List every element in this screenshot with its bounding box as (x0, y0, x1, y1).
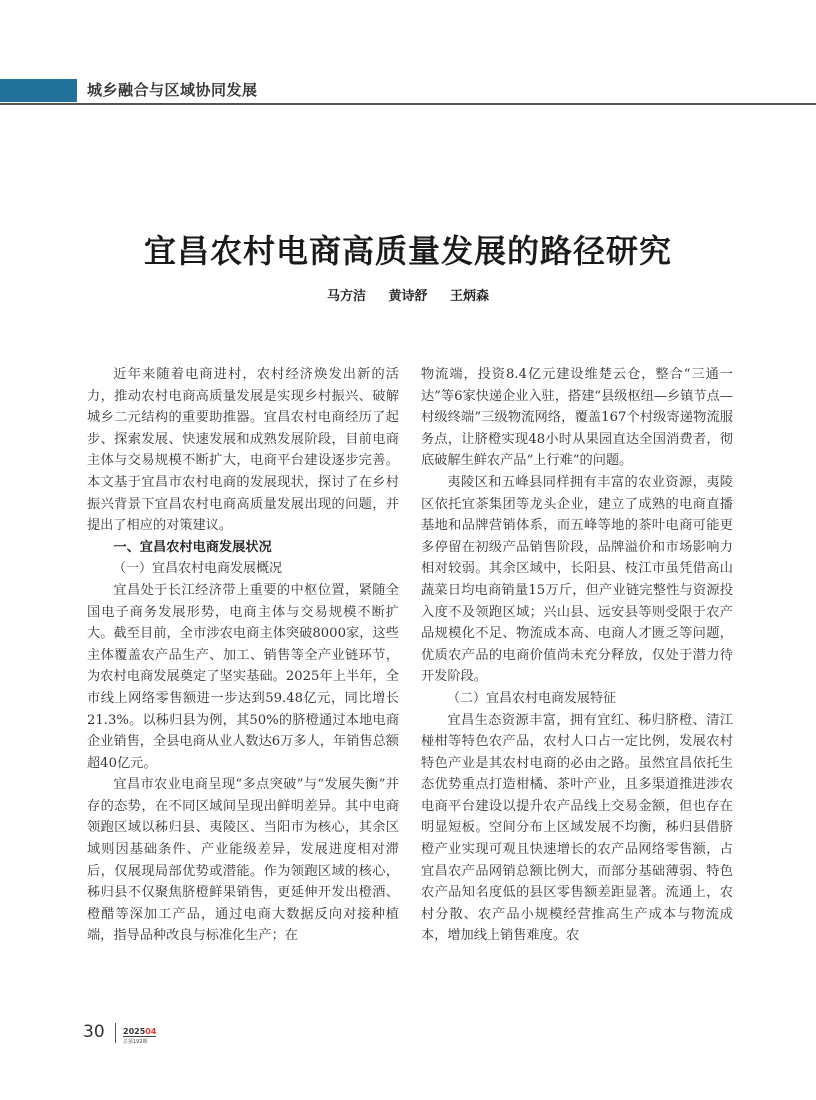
issue-label (123, 1025, 156, 1046)
page-number: 30 (83, 1022, 105, 1042)
section-color-bar (0, 79, 77, 102)
issue-number: 04 (145, 1027, 157, 1036)
section-title: 城乡融合与区域协同发展 (87, 81, 258, 99)
author: 黄诗舒 (388, 289, 428, 304)
subsection-heading: （一）宜昌农村电商发展概况 (113, 561, 283, 577)
left-column (87, 364, 399, 947)
abstract-paragraph: 近年来随着电商进村，农村经济焕发出新的活力，推动农村电商高质量发展是实现乡村振兴、破解城乡二元结构的重要助推器。宜昌农村电商经历了起步、探索发展、快速发展和成熟发展阶段，目前电商主体与交易规模不断扩大，电商平台建设逐步完善。本文基于宜昌市农村电商的发展现状，探讨了在乡村振兴背景下宜昌农村电商高质量发展出现的问题，并提出了相应的对策建议。 (87, 367, 399, 534)
body-paragraph: 宜昌生态资源丰富，拥有宜红、秭归脐橙、清江椪柑等特色农产品，农村人口占一定比例，发展农村特色产业是其农村电商的必由之路。虽然宜昌依托生态优势重点打造柑橘、茶叶产业，且多渠道推进涉农电商平台建设以提升农产品线上交易金额，但也存在明显短板。空间分布上区域发展不均衡，秭归县借脐橙产业实现可观且快速增长的农产品网络零售额，占宜昌农产品网销总额比例大，而部分基础薄弱、特色农产品知名度低的县区零售额差距显著。流通上，农村分散、农产品小规模经营推高生产成本与物流成本，增加线上销售难度。农 (421, 712, 733, 944)
issue-total: 总第192期 (123, 1036, 156, 1046)
issue-year: 2025 (123, 1027, 146, 1036)
body-paragraph: 夷陵区和五峰县同样拥有丰富的农业资源，夷陵区依托宜茶集团等龙头企业，建立了成熟的电商直播基地和品牌营销体系，而五峰等地的茶叶电商可能更多停留在初级产品销售阶段，品牌溢价和市场影响力相对较弱。其余区域中，长阳县、枝江市虽凭借高山蔬菜日均电商销量15万斤，但产业链完整性与资源投入度不及领跑区域；兴山县、远安县等则受限于农产品规模化不足、物流成本高、电商人才匮乏等问题，优质农产品的电商价值尚未充分释放，仅处于潜力待开发阶段。 (421, 474, 733, 685)
author: 马方洁 (326, 289, 366, 304)
subsection-heading: （二）宜昌农村电商发展特征 (447, 690, 617, 706)
section-divider (0, 103, 816, 105)
body-paragraph: 宜昌处于长江经济带上重要的中枢位置，紧随全国电子商务发展形势，电商主体与交易规模不断扩大。截至目前，全市涉农电商主体突破8000家，这些主体覆盖农产品生产、加工、销售等全产业链环节，为农村电商发展奠定了坚实基础。2025年上半年，全市线上网络零售额进一步达到59.48亿元，同比增长21.3%。以秭归县为例，其50%的脐橙通过本地电商企业销售，全县电商从业人数达6万多人，年销售总额超40亿元。 (87, 582, 399, 771)
body-paragraph-continued: 物流端，投资8.4亿元建设维楚云仓，整合“三通一达”等6家快递企业入驻，搭建“县级枢纽—乡镇节点—村级终端”三级物流网络，覆盖167个村级寄递物流服务点，让脐橙实现48小时从果园直达全国消费者，彻底破解生鲜农产品“上行难”的问题。 (421, 367, 733, 469)
right-column (421, 364, 733, 947)
footer-divider (115, 1023, 116, 1043)
author: 王炳森 (450, 289, 490, 304)
author-list (0, 285, 816, 304)
article-title: 宜昌农村电商高质量发展的路径研究 (143, 232, 672, 271)
section-heading: 一、宜昌农村电商发展状况 (113, 539, 272, 555)
body-paragraph: 宜昌市农业电商呈现“多点突破”与“发展失衡”并存的态势，在不同区域间呈现出鲜明差异。其中电商领跑区域以秭归县、夷陵区、当阳市为核心，其余区域则因基础条件、产业能级差异，发展进度相对滞后，仅展现局部优势或潜能。作为领跑区域的核心，秭归县不仅聚焦脐橙鲜果销售，更延伸开发出橙酒、橙醋等深加工产品，通过电商大数据反向对接种植端，指导品种改良与标准化生产；在 (87, 777, 399, 944)
